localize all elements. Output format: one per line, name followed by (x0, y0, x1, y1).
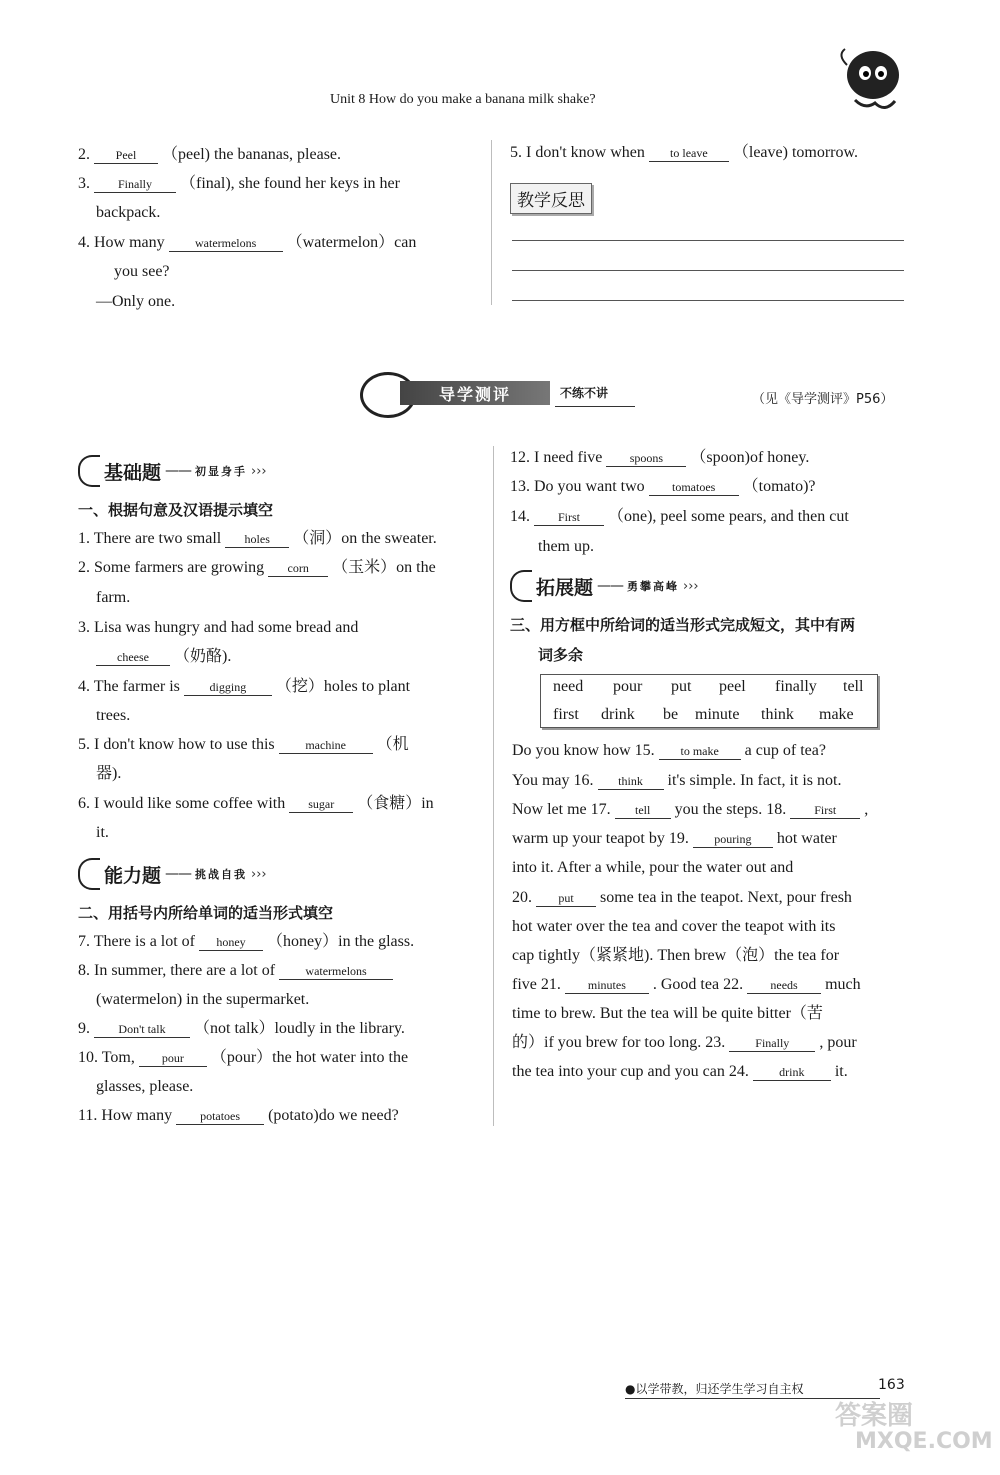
answer-blank: honey (199, 934, 263, 951)
column-divider-top (491, 140, 492, 305)
chevrons-icon: ››› (683, 578, 699, 594)
banner-subtitle: 不练不讲 (560, 386, 609, 400)
exercise-line: it. (96, 824, 109, 841)
answer-blank: spoons (606, 450, 686, 467)
exercise-line: 8. In summer, there are a lot of watermelons (78, 961, 393, 981)
section-heading: 一、根据句意及汉语提示填空 (78, 501, 274, 519)
page-header-title: Unit 8 How do you make a banana milk shake? (330, 92, 596, 107)
passage-line: 的）if you brew for too long. 23. Finally , pour (512, 1034, 857, 1051)
word-bank-item: make (819, 706, 854, 723)
answer-blank: think (598, 773, 664, 790)
answer-blank: digging (184, 679, 272, 696)
exercise-line: 6. I would like some coffee with sugar （食糖）in (78, 795, 434, 812)
answer-blank: Finally (729, 1035, 815, 1052)
exercise-line: glasses, please. (96, 1078, 194, 1095)
mascot-icon (835, 45, 910, 115)
exercise-line: 4. How many watermelons （watermelon）can (78, 234, 417, 251)
answer-blank: potatoes (176, 1108, 264, 1125)
section-tag-basic: 基础题 —— 初显身手 ››› (78, 455, 267, 487)
exercise-line: 器). (96, 765, 122, 782)
exercise-line: 3. Lisa was hungry and had some bread and (78, 619, 359, 636)
word-bank-item: tell (843, 678, 864, 695)
answer-blank: Finally (94, 176, 176, 193)
exercise-line: 5. I don't know how to use this machine （机 (78, 736, 409, 753)
word-bank-row (553, 678, 879, 696)
exercise-line: you see? (114, 263, 170, 280)
word-bank-item: think (761, 706, 794, 723)
section-heading: 二、用括号内所给单词的适当形式填空 (78, 904, 334, 922)
site-watermark: 答案圈 MXQE.COM (835, 1401, 993, 1454)
word-bank-item: drink (601, 706, 635, 723)
exercise-line: 2. Some farmers are growing corn （玉米）on the (78, 559, 436, 576)
passage-line: 20. put some tea in the teapot. Next, pour fresh (512, 889, 852, 906)
answer-blank: First (790, 802, 860, 819)
exercise-line: 10. Tom, pour （pour）the hot water into the (78, 1049, 409, 1066)
word-bank-item: finally (775, 678, 817, 695)
answer-blank: sugar (289, 796, 353, 813)
exercise-line: backpack. (96, 204, 161, 221)
answer-blank: put (536, 890, 596, 907)
answer-blank: machine (279, 737, 373, 754)
answer-blank: pour (139, 1050, 207, 1067)
word-bank-item: put (671, 678, 692, 695)
chevrons-icon: ››› (251, 463, 267, 479)
reflection-line (512, 240, 904, 241)
passage-line: time to brew. But the tea will be quite bitter（苦 (512, 1005, 823, 1022)
footer-slogan: ●以学带教，归还学生学习自主权 (625, 1382, 804, 1396)
answer-blank: to leave (649, 145, 729, 162)
exercise-line-q5: 5. I don't know when to leave （leave) tomorrow. (510, 144, 859, 161)
exercise-line: 1. There are two small holes （洞）on the sweater. (78, 530, 437, 547)
section-heading: 三、用方框中所给词的适当形式完成短文，其中有两 (510, 616, 856, 634)
banner-title: 导学测评 (400, 381, 550, 405)
answer-blank: Don't talk (94, 1021, 190, 1038)
answer-blank: cheese (96, 649, 170, 666)
section-tag-ability: 能力题 —— 挑战自我 ››› (78, 858, 267, 890)
teaching-reflection-label: 教学反思 (510, 183, 592, 214)
answer-blank: minutes (565, 977, 649, 994)
answer-blank: watermelons (169, 235, 283, 252)
answer-blank: tomatoes (649, 479, 739, 496)
answer-blank: corn (268, 560, 328, 577)
passage-line: cap tightly（紧紧地). Then brew（泡）the tea for (512, 947, 840, 964)
exercise-line: 13. Do you want two tomatoes （tomato)? (510, 478, 816, 495)
chevrons-icon: ››› (251, 866, 267, 882)
exercise-line: them up. (538, 538, 594, 555)
column-divider-main (493, 446, 494, 1126)
exercise-line: 2. Peel （peel) the bananas, please. (78, 146, 342, 163)
answer-blank: needs (747, 977, 821, 994)
exercise-line: (watermelon) in the supermarket. (96, 991, 310, 1008)
exercise-line: 11. How many potatoes (potato)do we need? (78, 1107, 399, 1124)
word-bank-item: need (553, 678, 584, 695)
bracket-icon (78, 455, 100, 487)
exercise-line: trees. (96, 707, 131, 724)
word-bank-item: peel (719, 678, 746, 695)
section-heading-cont: 词多余 (538, 646, 584, 664)
answer-blank: drink (753, 1064, 831, 1081)
word-bank-item: minute (695, 706, 740, 723)
answer-blank: holes (225, 531, 289, 548)
answer-blank: pouring (693, 831, 773, 848)
reflection-line (512, 300, 904, 301)
passage-line: warm up your teapot by 19. pouring hot water (512, 830, 837, 847)
answer-blank: watermelons (279, 963, 393, 980)
answer-blank: Peel (94, 147, 158, 164)
exercise-line: 9. Don't talk （not talk）loudly in the library. (78, 1020, 405, 1037)
word-bank-item: pour (613, 678, 643, 695)
page-number: 163 (878, 1377, 905, 1393)
passage-line: Do you know how 15. to make a cup of tea? (512, 742, 826, 759)
passage-line: hot water over the tea and cover the teapot with its (512, 918, 836, 935)
word-bank-item: be (663, 706, 679, 723)
word-bank-item: first (553, 706, 579, 723)
exercise-line: 12. I need five spoons （spoon)of honey. (510, 449, 810, 466)
banner-underline (555, 406, 635, 407)
bracket-icon (510, 570, 532, 602)
exercise-line: —Only one. (96, 293, 176, 310)
exercise-line: 7. There is a lot of honey （honey）in the glass. (78, 933, 415, 950)
exercise-line: cheese （奶酪). (96, 647, 231, 667)
word-bank-row (553, 706, 863, 724)
banner-reference: （见《导学测评》P56） (752, 392, 894, 407)
answer-blank: tell (615, 802, 671, 819)
bracket-icon (78, 858, 100, 890)
exercise-line: 4. The farmer is digging （挖）holes to plant (78, 678, 411, 695)
word-bank-box (540, 674, 878, 728)
passage-line: five 21. minutes . Good tea 22. needs much (512, 976, 861, 993)
passage-line: the tea into your cup and you can 24. drink it. (512, 1063, 848, 1080)
passage-line: into it. After a while, pour the water out and (512, 859, 794, 876)
exercise-line: farm. (96, 589, 131, 606)
exercise-line: 14. First （one), peel some pears, and then cut (510, 508, 849, 525)
section-banner (360, 372, 640, 412)
exercise-line: 3. Finally （final), she found her keys in her (78, 175, 400, 192)
passage-line: You may 16. think it's simple. In fact, it is not. (512, 772, 842, 789)
section-tag-extend: 拓展题 —— 勇攀高峰 ››› (510, 570, 699, 602)
answer-blank: to make (659, 743, 741, 760)
passage-line: Now let me 17. tell you the steps. 18. First , (512, 801, 869, 818)
reflection-line (512, 270, 904, 271)
answer-blank: First (534, 509, 604, 526)
